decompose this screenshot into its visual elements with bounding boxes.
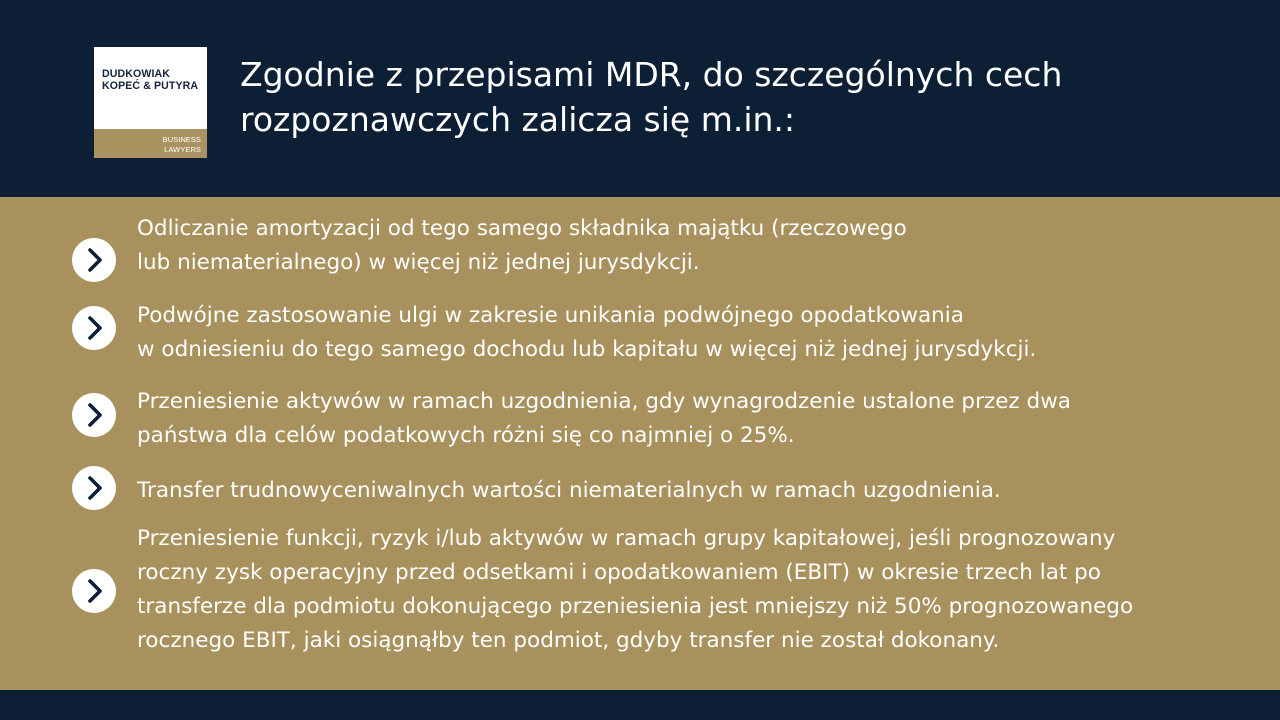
chevron-right-icon: [72, 466, 116, 510]
list-item-line: lub niematerialnego) w więcej niż jednej jurysdykcji.: [137, 250, 700, 275]
list-item-line: Przeniesienie funkcji, ryzyk i/lub aktywów w ramach grupy kapitałowej, jeśli prognozowany: [137, 526, 1116, 551]
logo-tag-line-1: BUSINESS: [162, 135, 201, 144]
list-item-line: transferze dla podmiotu dokonującego przeniesienia jest mniejszy niż 50% prognozowanego: [137, 594, 1134, 619]
slide-title: [240, 52, 1240, 142]
slide-title-line-1: Zgodnie z przepisami MDR, do szczególnych cech: [240, 55, 1063, 94]
chevron-right-icon: [72, 306, 116, 350]
list-item-line: rocznego EBIT, jaki osiągnąłby ten podmiot, gdyby transfer nie został dokonany.: [137, 628, 1000, 653]
logo-gold-band: [94, 129, 207, 158]
list-item-line: w odniesieniu do tego samego dochodu lub kapitału w więcej niż jednej jurysdykcji.: [137, 337, 1037, 362]
list-item-line: Odliczanie amortyzacji od tego samego składnika majątku (rzeczowego: [137, 216, 907, 241]
list-item-text: [137, 299, 1036, 367]
list-item-line: Podwójne zastosowanie ulgi w zakresie unikania podwójnego opodatkowania: [137, 303, 964, 328]
list-item-line: Przeniesienie aktywów w ramach uzgodnienia, gdy wynagrodzenie ustalone przez dwa: [137, 389, 1071, 414]
list-item-text: [137, 212, 907, 280]
chevron-right-icon: [72, 393, 116, 437]
slide-title-line-2: rozpoznawczych zalicza się m.in.:: [240, 100, 796, 139]
logo-tagline: [163, 135, 201, 155]
content-band: [0, 197, 1280, 690]
logo-name-line-1: DUDKOWIAK: [102, 68, 170, 80]
list-item-line: roczny zysk operacyjny przed odsetkami i opodatkowaniem (EBIT) w okresie trzech lat po: [137, 560, 1101, 585]
list-item-text: [137, 474, 1001, 508]
chevron-right-icon: [72, 238, 116, 282]
list-item-line: Transfer trudnowyceniwalnych wartości niematerialnych w ramach uzgodnienia.: [137, 478, 1001, 503]
header-band: [0, 0, 1280, 197]
logo-tag-line-2: LAWYERS: [164, 145, 201, 154]
list-item-text: [137, 385, 1071, 453]
list-item-line: państwa dla celów podatkowych różni się co najmniej o 25%.: [137, 423, 795, 448]
logo-company-name: [102, 68, 198, 92]
list-item-text: [137, 522, 1133, 658]
logo-name-line-2: KOPEĆ & PUTYRA: [102, 80, 199, 92]
company-logo: [94, 47, 207, 158]
footer-band: [0, 690, 1280, 720]
chevron-right-icon: [72, 569, 116, 613]
